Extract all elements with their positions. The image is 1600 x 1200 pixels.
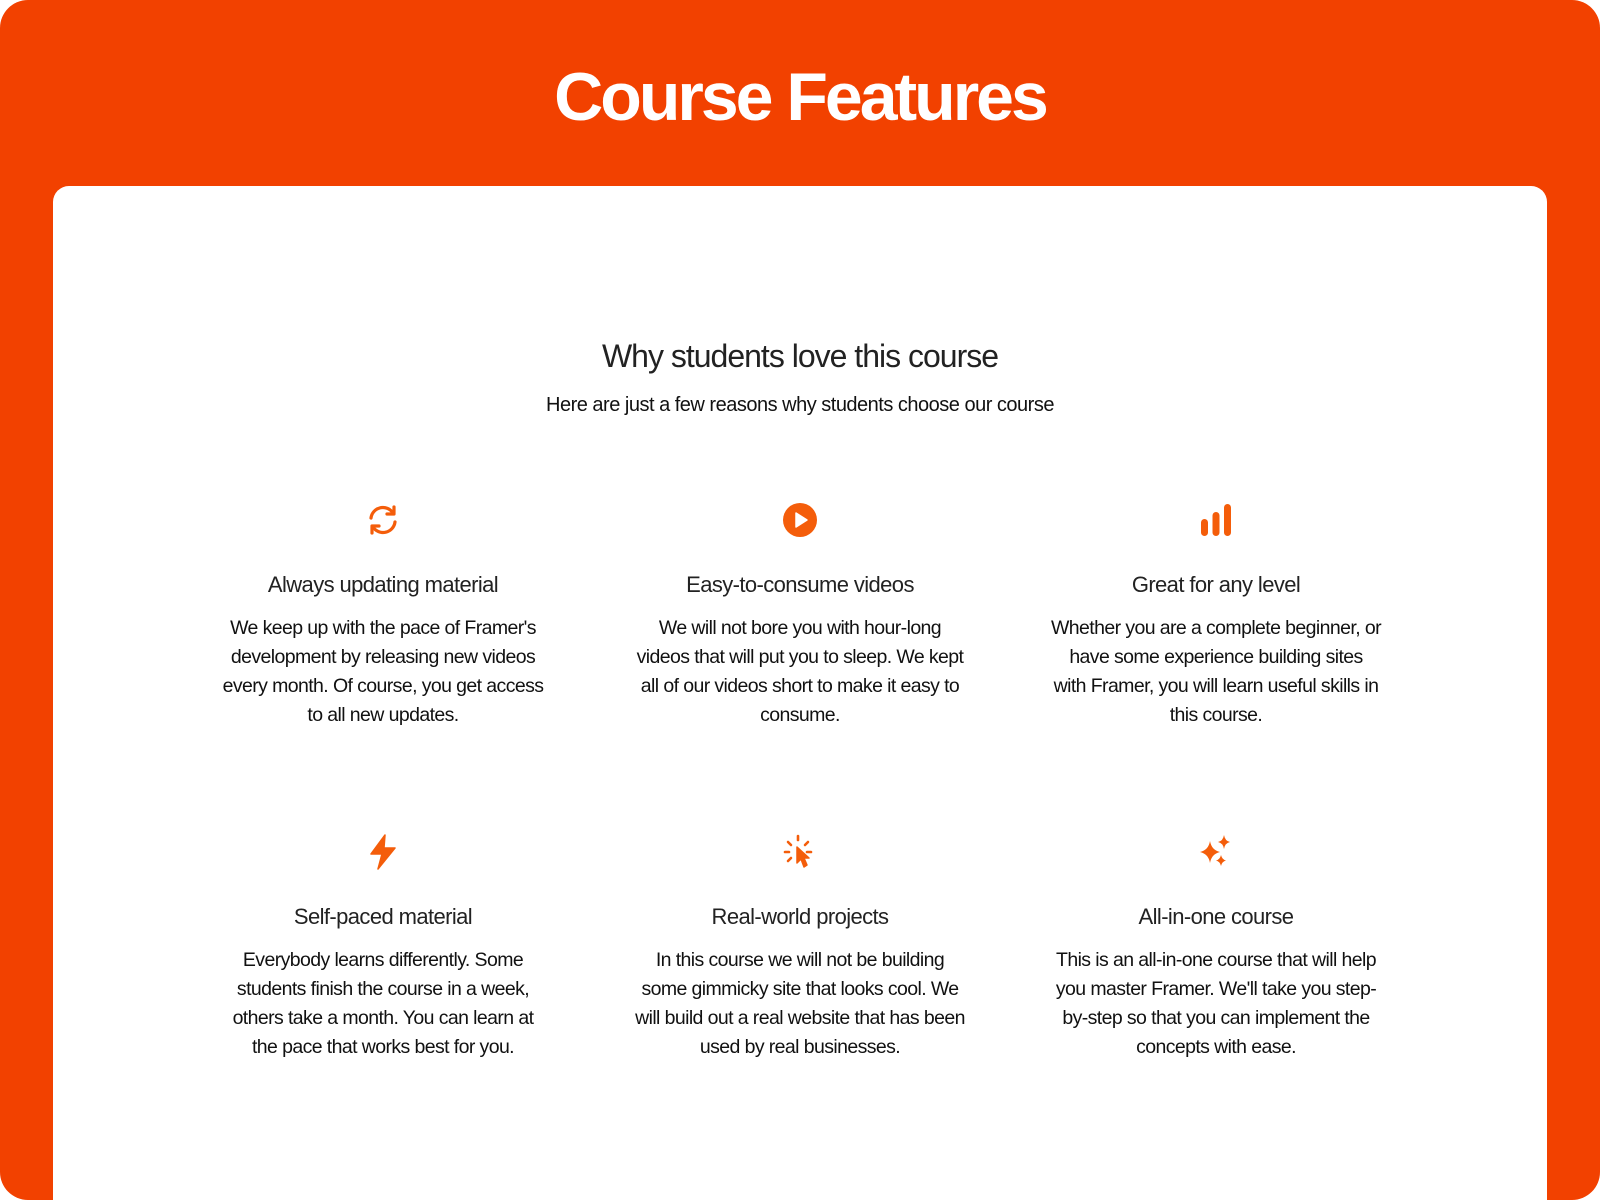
bar-chart-icon	[1196, 500, 1236, 540]
lightning-bolt-icon	[363, 832, 403, 872]
feature-title: Easy-to-consume videos	[686, 572, 914, 597]
feature-card-self-paced	[193, 832, 573, 1062]
section-subtitle: Here are just a few reasons why students choose our course	[546, 394, 1054, 416]
cursor-click-icon	[780, 832, 820, 872]
feature-description: In this course we will not be building some gimmicky site that looks cool. We will build out a real website that has been used by real businesses.	[635, 949, 965, 1058]
feature-title: Always updating material	[267, 572, 499, 597]
feature-title: Self-paced material	[293, 904, 473, 929]
feature-description: Everybody learns differently. Some students finish the course in a week, others take a month. You can learn at the pace that works best for you.	[232, 949, 534, 1058]
feature-title: All-in-one course	[1138, 904, 1294, 929]
feature-card-easy-videos	[610, 500, 990, 730]
feature-card-real-world	[610, 832, 990, 1062]
feature-description: This is an all-in-one course that will help you master Framer. We'll take you step-by-step so that you can implement the concepts with ease.	[1055, 949, 1377, 1058]
features-card	[53, 186, 1547, 1200]
feature-title: Real-world projects	[711, 904, 889, 929]
feature-card-any-level	[1026, 500, 1406, 730]
feature-description: We keep up with the pace of Framer's development by releasing new videos every month. Of course, you get access to all new updates.	[222, 617, 544, 726]
feature-description: Whether you are a complete beginner, or have some experience building sites with Framer, you will learn useful skills in this course.	[1051, 617, 1381, 726]
feature-card-always-updating	[193, 500, 573, 730]
play-circle-icon	[780, 500, 820, 540]
feature-card-all-in-one	[1026, 832, 1406, 1062]
sparkles-icon	[1196, 832, 1236, 872]
page-title: Course Features	[554, 59, 1046, 135]
section-title: Why students love this course	[601, 338, 999, 374]
feature-title: Great for any level	[1131, 572, 1301, 597]
refresh-icon	[363, 500, 403, 540]
feature-description: We will not bore you with hour-long videos that will put you to sleep. We kept all of our videos short to make it easy to consume.	[636, 617, 964, 726]
